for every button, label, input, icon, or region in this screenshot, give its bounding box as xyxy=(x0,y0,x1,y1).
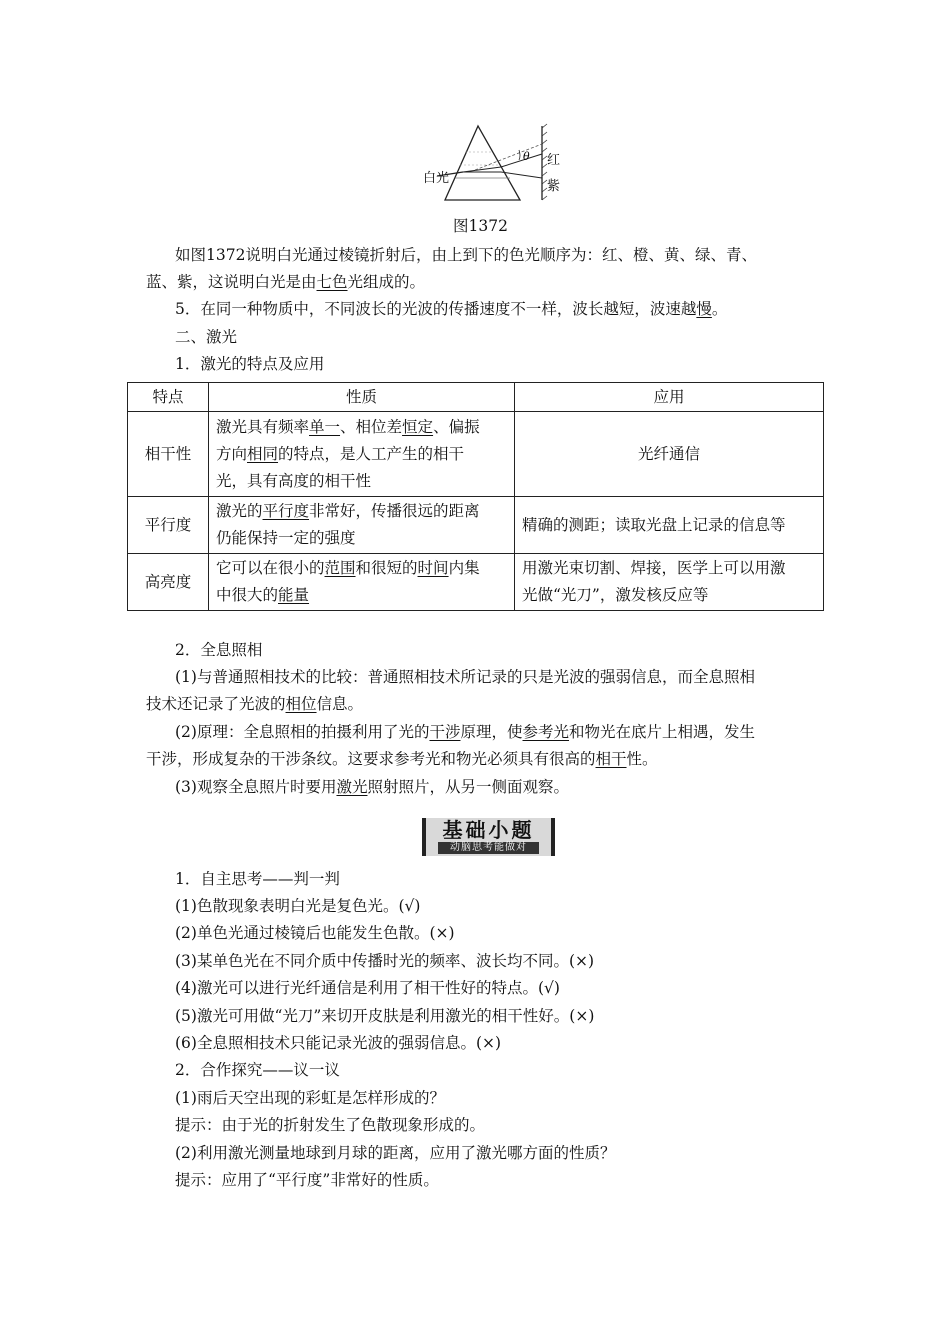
question-1: (1)雨后天空出现的彩虹是怎样形成的？ xyxy=(175,1089,445,1107)
feature-coherence: 相干性 xyxy=(128,412,209,497)
red-label: 红 xyxy=(547,153,561,168)
holo-p3: (3)观察全息照片时要用激光照射照片，从另一侧面观察。 xyxy=(175,778,569,796)
application-brightness: 用激光束切割、焊接，医学上可以用激 光做“光刀”，激发核反应等 xyxy=(515,554,824,611)
table-row xyxy=(128,554,824,611)
holo-p1-line2: 技术还记录了光波的相位信息。 xyxy=(146,695,364,713)
feature-parallelism: 平行度 xyxy=(128,497,209,554)
practice-title-2: 2．合作探究——议一议 xyxy=(175,1061,340,1079)
list-item: (5)激光可用做“光刀”来切开皮肤是利用激光的相干性好。(×) xyxy=(175,1007,595,1025)
section-2-title: 二、激光 xyxy=(175,328,238,346)
white-light-label: 白光 xyxy=(423,171,450,186)
question-2: (2)利用激光测量地球到月球的距离，应用了激光哪方面的性质？ xyxy=(175,1144,616,1162)
answer-1: 提示：由于光的折射发生了色散现象形成的。 xyxy=(175,1116,486,1134)
table-row xyxy=(128,412,824,497)
application-parallelism: 精确的测距；读取光盘上记录的信息等 xyxy=(515,497,824,554)
subsection-2-title: 2．全息照相 xyxy=(175,641,263,659)
header-application: 应用 xyxy=(515,383,824,412)
theta-label: θ xyxy=(523,150,530,163)
list-item: (4)激光可以进行光纤通信是利用了相干性好的特点。(√) xyxy=(175,979,560,997)
prism-triangle xyxy=(445,126,520,200)
header-feature: 特点 xyxy=(128,383,209,412)
subsection-1-title: 1．激光的特点及应用 xyxy=(175,355,325,373)
property-coherence: 激光具有频率单一、相位差恒定、偏振 方向相同的特点，是人工产生的相干 光，具有高度的相干性 xyxy=(209,412,515,497)
badge-title: 基础小题 xyxy=(442,818,535,842)
prism-diagram xyxy=(415,120,565,206)
red-ray xyxy=(501,154,542,167)
prism-para-line1: 如图1372说明白光通过棱镜折射后，由上到下的色光顺序为：红、橙、黄、绿、青、 xyxy=(175,246,757,264)
holo-p2-line2: 干涉，形成复杂的干涉条纹。这要求参考光和物光必须具有很高的相干性。 xyxy=(146,750,658,768)
answer-2: 提示：应用了“平行度”非常好的性质。 xyxy=(175,1171,439,1189)
point-5: 5．在同一种物质中，不同波长的光波的传播速度不一样，波长越短，波速越慢。 xyxy=(175,300,728,318)
practice-title-1: 1．自主思考——判一判 xyxy=(175,870,340,888)
list-item: (3)某单色光在不同介质中传播时光的频率、波长均不同。(×) xyxy=(175,952,595,970)
badge-subtitle: 动脑思考能做对 xyxy=(438,842,539,854)
property-parallelism: 激光的平行度非常好，传播很远的距离 仍能保持一定的强度 xyxy=(209,497,515,554)
figure-caption: 图1372 xyxy=(453,217,508,235)
header-property: 性质 xyxy=(209,383,515,412)
list-item: (6)全息照相技术只能记录光波的强弱信息。(×) xyxy=(175,1034,502,1052)
list-item: (2)单色光通过棱镜后也能发生色散。(×) xyxy=(175,924,455,942)
prism-para-line2: 蓝、紫，这说明白光是由七色光组成的。 xyxy=(146,273,426,291)
basic-exercises-badge xyxy=(422,818,555,856)
table-row xyxy=(128,497,824,554)
holo-p1-line1: (1)与普通照相技术的比较：普通照相技术所记录的只是光波的强弱信息，而全息照相 xyxy=(175,668,755,686)
application-coherence: 光纤通信 xyxy=(515,412,824,497)
violet-label: 紫 xyxy=(547,179,561,194)
table-header-row xyxy=(128,383,824,412)
list-item: (1)色散现象表明白光是复色光。(√) xyxy=(175,897,421,915)
laser-properties-table xyxy=(127,382,824,611)
feature-brightness: 高亮度 xyxy=(128,554,209,611)
holo-p2-line1: (2)原理：全息照相的拍摄利用了光的干涉原理，使参考光和物光在底片上相遇，发生 xyxy=(175,723,756,741)
property-brightness: 它可以在很小的范围和很短的时间内集 中很大的能量 xyxy=(209,554,515,611)
